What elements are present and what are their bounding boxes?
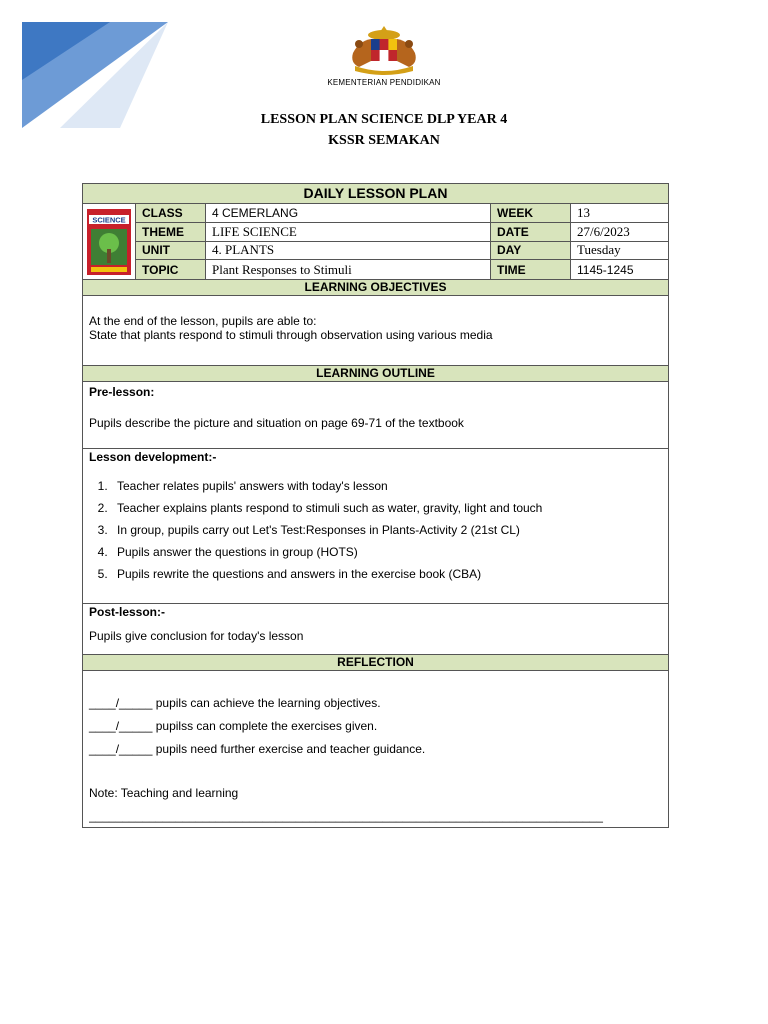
list-item: 1. Teacher relates pupils' answers with today's lesson <box>111 475 662 497</box>
pre-lesson-label: Pre-lesson: <box>89 385 155 399</box>
class-value: 4 CEMERLANG <box>206 204 491 223</box>
book-cover <box>83 204 136 279</box>
document-title: LESSON PLAN SCIENCE DLP YEAR 4 <box>260 112 508 127</box>
day-label: DAY <box>491 242 571 261</box>
development-label: Lesson development:- <box>89 450 217 464</box>
time-label: TIME <box>491 260 571 279</box>
reflection-note: Note: Teaching and learning <box>89 786 239 800</box>
objectives-intro: At the end of the lesson, pupils are able to: <box>89 314 317 328</box>
reflection-heading: REFLECTION <box>83 654 668 671</box>
ministry-name: KEMENTERIAN PENDIDIKAN <box>327 78 441 87</box>
outline-heading: LEARNING OUTLINE <box>83 366 668 382</box>
reflection-line-exercises: ____/_____ pupilss can complete the exercises given. <box>89 719 378 733</box>
time-value: 1145-1245 <box>577 262 634 277</box>
topic-label: TOPIC <box>136 260 206 279</box>
reflection-line-objectives: ____/_____ pupils can achieve the learning objectives. <box>89 696 381 710</box>
book-cover-title: SCIENCE <box>92 215 126 224</box>
pre-lesson-section <box>83 382 668 449</box>
week-value: 13 <box>571 204 668 223</box>
list-item: 5. Pupils rewrite the questions and answers in the exercise book (CBA) <box>111 563 662 585</box>
list-item: 2. Teacher explains plants respond to stimuli such as water, gravity, light and touch <box>111 497 662 519</box>
list-item: 3. In group, pupils carry out Let's Test:Responses in Plants-Activity 2 (21st CL) <box>111 519 662 541</box>
objectives-heading: LEARNING OBJECTIVES <box>83 280 668 296</box>
pre-lesson-text: Pupils describe the picture and situation on page 69-71 of the textbook <box>89 416 464 430</box>
list-item: 4. Pupils answer the questions in group (HOTS) <box>111 541 662 563</box>
lesson-plan-table <box>82 183 669 828</box>
document-subtitle: KSSR SEMAKAN <box>328 133 440 148</box>
reflection-note-blank: _____________________________________________________________________________ <box>89 809 603 823</box>
info-grid <box>136 204 668 279</box>
post-lesson-text: Pupils give conclusion for today's lesson <box>89 629 304 643</box>
development-section <box>83 449 668 604</box>
topic-value: Plant Responses to Stimuli <box>206 260 491 279</box>
date-label: DATE <box>491 223 571 242</box>
objectives-statement: State that plants respond to stimuli through observation using various media <box>89 328 493 342</box>
theme-value: LIFE SCIENCE <box>206 223 491 242</box>
date-value: 27/6/2023 <box>571 223 668 242</box>
ministry-logo <box>318 22 450 94</box>
coat-of-arms-icon <box>341 22 427 76</box>
reflection-section <box>83 671 668 827</box>
class-label: CLASS <box>136 204 206 223</box>
unit-label: UNIT <box>136 242 206 261</box>
info-block <box>83 204 668 280</box>
reflection-line-guidance: ____/_____ pupils need further exercise and teacher guidance. <box>89 742 426 756</box>
post-lesson-section <box>83 604 668 654</box>
unit-value: 4. PLANTS <box>206 242 491 261</box>
plan-heading: DAILY LESSON PLAN <box>83 184 668 204</box>
post-lesson-label: Post-lesson:- <box>89 605 166 619</box>
day-value: Tuesday <box>571 242 668 261</box>
theme-label: THEME <box>136 223 206 242</box>
development-list <box>89 475 662 585</box>
objectives-section <box>83 296 668 366</box>
week-label: WEEK <box>491 204 571 223</box>
textbook-cover-image <box>87 209 131 275</box>
